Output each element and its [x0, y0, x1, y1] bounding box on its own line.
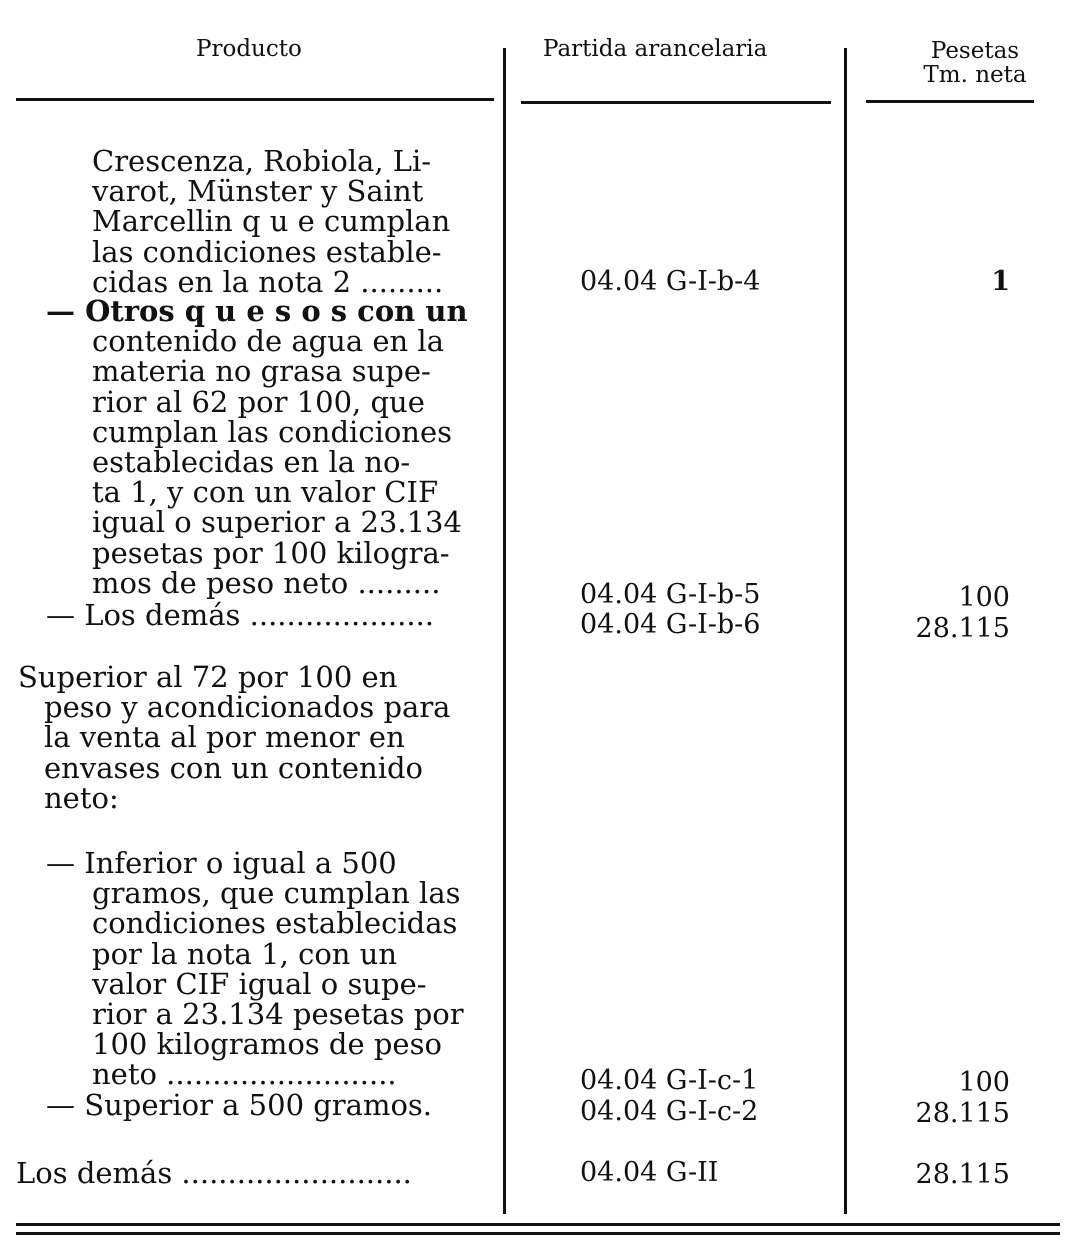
product-line: rior al 62 por 100, que: [92, 384, 425, 419]
product-line: gramos, que cumplan las: [92, 876, 461, 911]
product-line: Crescenza, Robiola, Li-: [92, 144, 432, 178]
header-pesetas-line1: Pesetas: [930, 38, 1020, 64]
partida-row-1: 04.04 G-I-b-4: [580, 266, 761, 297]
product-line: varot, Münster y Saint: [92, 174, 424, 209]
product-line: materia no grasa supe-: [92, 354, 431, 389]
product-line: rior a 23.134 pesetas por: [92, 997, 464, 1032]
product-los-demas-1: — Los demás ....................: [46, 598, 435, 632]
product-line: mos de peso neto .........: [92, 565, 441, 600]
product-line: Superior al 72 por 100 en: [18, 660, 398, 694]
product-line: neto .........................: [92, 1057, 397, 1092]
product-line: peso y acondicionados para: [44, 690, 451, 725]
product-line: condiciones establecidas: [92, 906, 458, 941]
product-crescenza: [92, 146, 450, 297]
product-otros-quesos: [46, 296, 468, 598]
product-line: pesetas por 100 kilogra-: [92, 535, 450, 570]
header-pesetas-line2: Tm. neta: [923, 62, 1027, 88]
product-line: igual o superior a 23.134: [92, 505, 462, 540]
product-line: ta 1, y con un valor CIF: [92, 475, 439, 510]
partida-row-7: 04.04 G-II: [580, 1157, 719, 1188]
bottom-rule-1: [16, 1223, 1060, 1226]
product-line: cidas en la nota 2 .........: [92, 264, 444, 299]
column-divider-1: [503, 48, 506, 1214]
partida-row-3: 04.04 G-I-b-6: [580, 609, 761, 640]
product-los-demas-2: Los demás .........................: [16, 1156, 412, 1190]
product-superior-500: — Superior a 500 gramos.: [46, 1088, 433, 1122]
header-producto: Producto: [196, 36, 302, 62]
product-inferior-500: [46, 848, 464, 1090]
partida-row-5: 04.04 G-I-c-1: [580, 1065, 759, 1096]
header-rule-middle: [521, 101, 831, 104]
product-line: envases con un contenido: [44, 750, 423, 785]
pesetas-row-5: 100: [958, 1067, 1010, 1098]
header-rule-right: [866, 100, 1034, 103]
pesetas-row-2: 100: [958, 582, 1010, 613]
pesetas-row-3: 28.115: [915, 613, 1010, 644]
pesetas-row-6: 28.115: [915, 1098, 1010, 1129]
partida-row-2: 04.04 G-I-b-5: [580, 579, 761, 610]
product-line: las condiciones estable-: [92, 234, 442, 269]
product-superior-72: [18, 662, 450, 813]
product-line: la venta al por menor en: [44, 720, 405, 755]
column-divider-2: [844, 48, 847, 1214]
product-line: valor CIF igual o supe-: [92, 966, 427, 1001]
header-pesetas: [890, 38, 1060, 89]
pesetas-row-1: 1: [991, 266, 1010, 297]
product-line: — Inferior o igual a 500: [46, 846, 397, 880]
product-line: cumplan las condiciones: [92, 414, 453, 449]
bottom-rule-2: [16, 1232, 1060, 1235]
product-line: — Otros q u e s o s con un: [46, 294, 468, 328]
product-line: 100 kilogramos de peso: [92, 1027, 442, 1062]
product-line: por la nota 1, con un: [92, 936, 398, 971]
product-line: establecidas en la no-: [92, 445, 411, 480]
pesetas-row-7: 28.115: [915, 1159, 1010, 1190]
product-line: contenido de agua en la: [92, 324, 444, 359]
header-rule-left: [16, 98, 494, 101]
partida-row-6: 04.04 G-I-c-2: [580, 1096, 759, 1127]
product-line: neto:: [44, 780, 119, 815]
product-line: Marcellin q u e cumplan: [92, 204, 451, 239]
header-partida-arancelaria: Partida arancelaria: [543, 36, 768, 62]
